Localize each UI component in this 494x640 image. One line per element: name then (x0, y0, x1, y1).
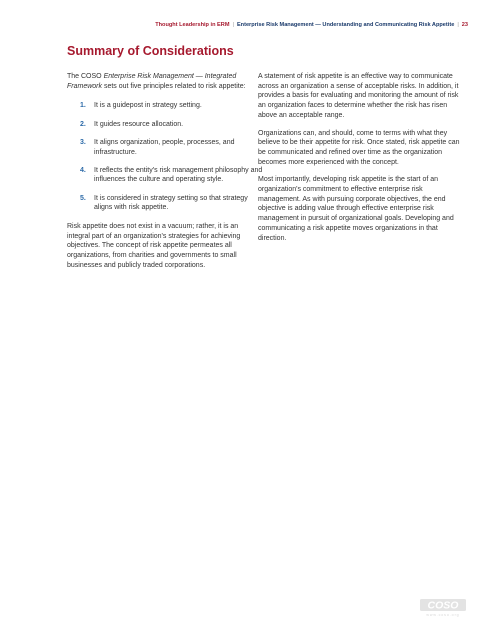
left-column (67, 72, 263, 271)
coso-logo (420, 599, 466, 611)
paragraph: A statement of risk appetite is an effective way to communicate across an organization a sense of acceptable risks. In addition, it provides a basis for evaluating and monitoring the amount of risk an organization faces to determine whether the risk has risen above an acceptable range. (258, 73, 459, 119)
list-item (80, 101, 263, 111)
page-number: 23 (461, 22, 468, 28)
section-title: Summary of Considerations (67, 44, 234, 58)
list-number: 2. (80, 120, 86, 128)
list-text: It is considered in strategy setting so that strategy aligns with risk appetite. (94, 194, 248, 212)
list-number: 5. (80, 194, 86, 202)
list-text: It reflects the entity's risk management philosophy and influences the culture and operating style. (94, 166, 263, 184)
list-number: 3. (80, 138, 86, 146)
intro-prefix: The COSO (67, 73, 104, 80)
list-item (80, 138, 263, 157)
paragraph: Most importantly, developing risk appetite is the start of an organization's commitment to effective enterprise risk management. As with pursuing corporate objectives, the end objective is adding value through effective enterprise risk management in pursuit of organizational goals. Developing and communicating a risk appetite moves organizations in that direction. (258, 176, 454, 242)
running-header (155, 22, 468, 28)
paragraph: Organizations can, and should, come to terms with what they believe to be their appetite for risk. Once stated, risk appetite can be communicated and refined over time as the organization becomes more experienced with the concept. (258, 129, 460, 166)
header-separator-2: | (457, 22, 459, 28)
list-item (80, 120, 263, 130)
header-series: Thought Leadership in ERM (155, 22, 230, 28)
principles-list (67, 101, 263, 213)
intro-paragraph (67, 72, 263, 91)
footer-url: www.coso.org (426, 613, 460, 617)
logo-text: COSO (427, 599, 459, 611)
closing-paragraph: Risk appetite does not exist in a vacuum; rather, it is an integral part of an organization's strategies for achieving objectives. The concept of risk appetite permeates all organizations, from charities and governments to small businesses and publicly traded corporations. (67, 223, 241, 269)
framework-title: Enterprise Risk Management — Integrated Framework (67, 73, 237, 90)
list-text: It aligns organization, people, processes, and infrastructure. (94, 138, 235, 156)
header-separator: | (232, 22, 234, 28)
list-number: 4. (80, 166, 86, 174)
list-number: 1. (80, 102, 86, 110)
list-text: It is a guidepost in strategy setting. (94, 102, 202, 110)
header-title: Enterprise Risk Management — Understanding and Communicating Risk Appetite (236, 22, 455, 28)
list-item (80, 166, 263, 185)
list-text: It guides resource allocation. (94, 120, 184, 128)
intro-suffix: sets out five principles related to risk appetite: (102, 82, 246, 90)
list-item (80, 194, 263, 213)
right-column (258, 72, 466, 251)
